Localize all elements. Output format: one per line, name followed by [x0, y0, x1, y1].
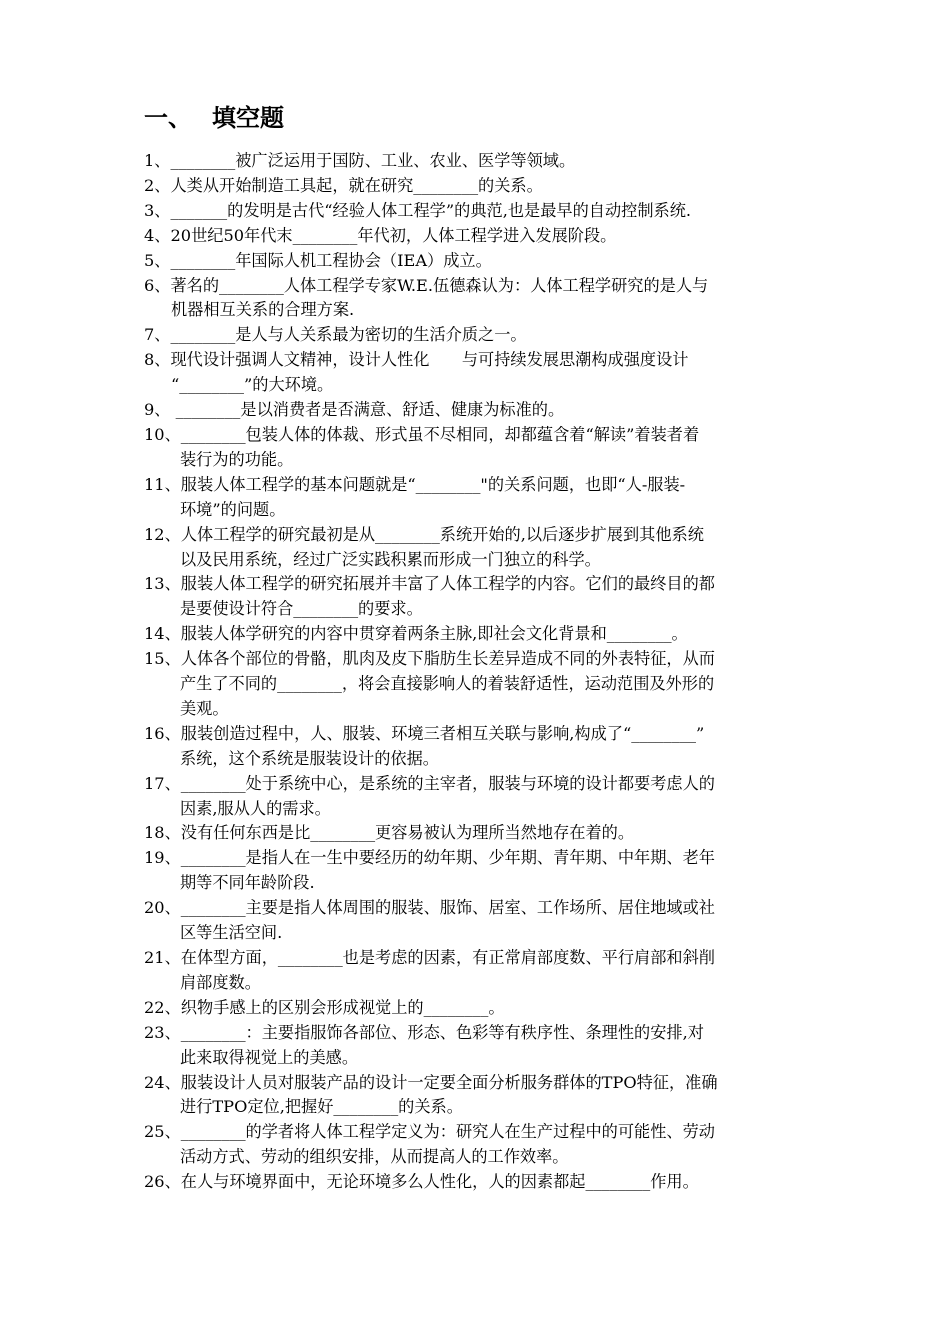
question-text: 9、 ________是以消费者是否满意、舒适、健康为标准的。: [144, 400, 565, 420]
question-item: [144, 249, 814, 274]
question-text: 17、________处于系统中心，是系统的主宰者，服装与环境的设计都要考虑人的: [144, 773, 715, 793]
question-item: [144, 1120, 814, 1170]
question-item: [144, 348, 814, 398]
question-item: [144, 896, 814, 946]
question-text: 18、没有任何东西是比________更容易被认为理所当然地存在着的。: [144, 823, 635, 843]
question-text: 20、________主要是指人体周围的服装、服饰、居室、工作场所、居住地域或社: [144, 898, 715, 918]
question-text: 12、人体工程学的研究最初是从________系统开始的,以后逐步扩展到其他系统: [144, 524, 704, 544]
question-text: 16、服装创造过程中，人、服装、环境三者相互关联与影响,构成了“________”: [144, 723, 705, 743]
question-text-continued: 装行为的功能。: [180, 449, 294, 469]
question-text: 3、_______的发明是古代“经验人体工程学”的典范,也是最早的自动控制系统.: [144, 200, 692, 220]
question-text: 25、________的学者将人体工程学定义为：研究人在生产过程中的可能性、劳动: [144, 1122, 715, 1142]
question-item: [144, 647, 814, 722]
question-text: 19、________是指人在一生中要经历的幼年期、少年期、青年期、中年期、老年: [144, 848, 715, 868]
question-item: [144, 572, 814, 622]
question-text: 13、服装人体工程学的研究拓展并丰富了人体工程学的内容。它们的最终目的都: [144, 574, 715, 594]
question-item: [144, 423, 814, 473]
question-text: 2、人类从开始制造工具起，就在研究________的关系。: [144, 175, 543, 195]
question-item: [144, 398, 814, 423]
question-text: 7、________是人与人关系最为密切的生活介质之一。: [144, 325, 527, 345]
question-text-continued: 系统，这个系统是服装设计的依据。: [180, 748, 439, 768]
question-text-continued: 区等生活空间.: [180, 923, 283, 943]
question-text-continued: 期等不同年龄阶段.: [180, 873, 315, 893]
question-item: [144, 946, 814, 996]
question-item: [144, 821, 814, 846]
question-item: [144, 1170, 814, 1195]
question-item: [144, 174, 814, 199]
question-item: [144, 772, 814, 822]
question-text: 22、织物手感上的区别会形成视觉上的________。: [144, 997, 505, 1017]
question-text: 1、________被广泛运用于国防、工业、农业、医学等领域。: [144, 151, 576, 170]
question-text-continued: 机器相互关系的合理方案.: [171, 300, 355, 320]
question-text: 15、人体各个部位的骨骼，肌肉及皮下脂肪生长差异造成不同的外表特征，从而: [144, 649, 715, 669]
question-item: [144, 473, 814, 523]
question-item: [144, 996, 814, 1021]
question-item: [144, 274, 814, 324]
question-text-continued: 此来取得视觉上的美感。: [180, 1047, 359, 1067]
question-text-continued: 是要使设计符合________的要求。: [180, 599, 423, 619]
question-text-continued: 产生了不同的________，将会直接影响人的着装舒适性，运动范围及外形的: [180, 674, 715, 694]
section-title: 填空题: [212, 104, 284, 132]
question-text-continued: 美观。: [180, 698, 229, 718]
question-text: 6、著名的________人体工程学专家W.E.伍德森认为：人体工程学研究的是人与: [144, 275, 709, 295]
question-item: [144, 199, 814, 224]
question-text: 4、20世纪50年代末________年代初，人体工程学进入发展阶段。: [144, 225, 617, 245]
question-item: [144, 1021, 814, 1071]
question-item: [144, 224, 814, 249]
question-item: [144, 846, 814, 896]
question-text: 14、服装人体学研究的内容中贯穿着两条主脉,即社会文化背景和________。: [144, 624, 688, 644]
question-item: [144, 622, 814, 647]
question-text-continued: 因素,服从人的需求。: [180, 798, 331, 818]
question-item: [144, 722, 814, 772]
question-text: 10、________包装人体的体裁、形式虽不尽相同，却都蕴含着“解读”着装者着: [144, 424, 700, 444]
question-text: 26、在人与环境界面中，无论环境多么人性化，人的因素都起________作用。: [144, 1172, 699, 1192]
question-text: 8、现代设计强调人文精神，设计人性化 与可持续发展思潮构成强度设计: [144, 350, 689, 370]
question-text-continued: 肩部度数。: [180, 972, 261, 992]
question-text-continued: 以及民用系统，经过广泛实践积累而形成一门独立的科学。: [180, 549, 601, 569]
question-text-continued: 进行TPO定位,把握好________的关系。: [180, 1097, 463, 1117]
question-item: [144, 323, 814, 348]
question-text: 21、在体型方面，________也是考虑的因素，有正常肩部度数、平行肩部和斜削: [144, 948, 715, 967]
question-text: 11、服装人体工程学的基本问题就是“________"的关系问题，也即“人-服装-: [144, 474, 686, 494]
question-list: [144, 149, 814, 1195]
question-text: 23、________：主要指服饰各部位、形态、色彩等有秩序性、条理性的安排,对: [144, 1022, 704, 1042]
section-heading: [144, 100, 284, 136]
question-text: 5、________年国际人机工程协会（IEA）成立。: [144, 250, 492, 270]
section-number: 一、: [144, 104, 192, 132]
question-text-continued: 活动方式、劳动的组织安排，从而提高人的工作效率。: [180, 1147, 569, 1167]
question-item: [144, 1071, 814, 1121]
question-item: [144, 523, 814, 573]
question-text-continued: “________”的大环境。: [171, 375, 334, 395]
question-text: 24、服装设计人员对服装产品的设计一定要全面分析服务群体的TPO特征，准确: [144, 1072, 718, 1092]
question-item: [144, 149, 814, 174]
question-text-continued: 环境”的问题。: [180, 499, 286, 519]
